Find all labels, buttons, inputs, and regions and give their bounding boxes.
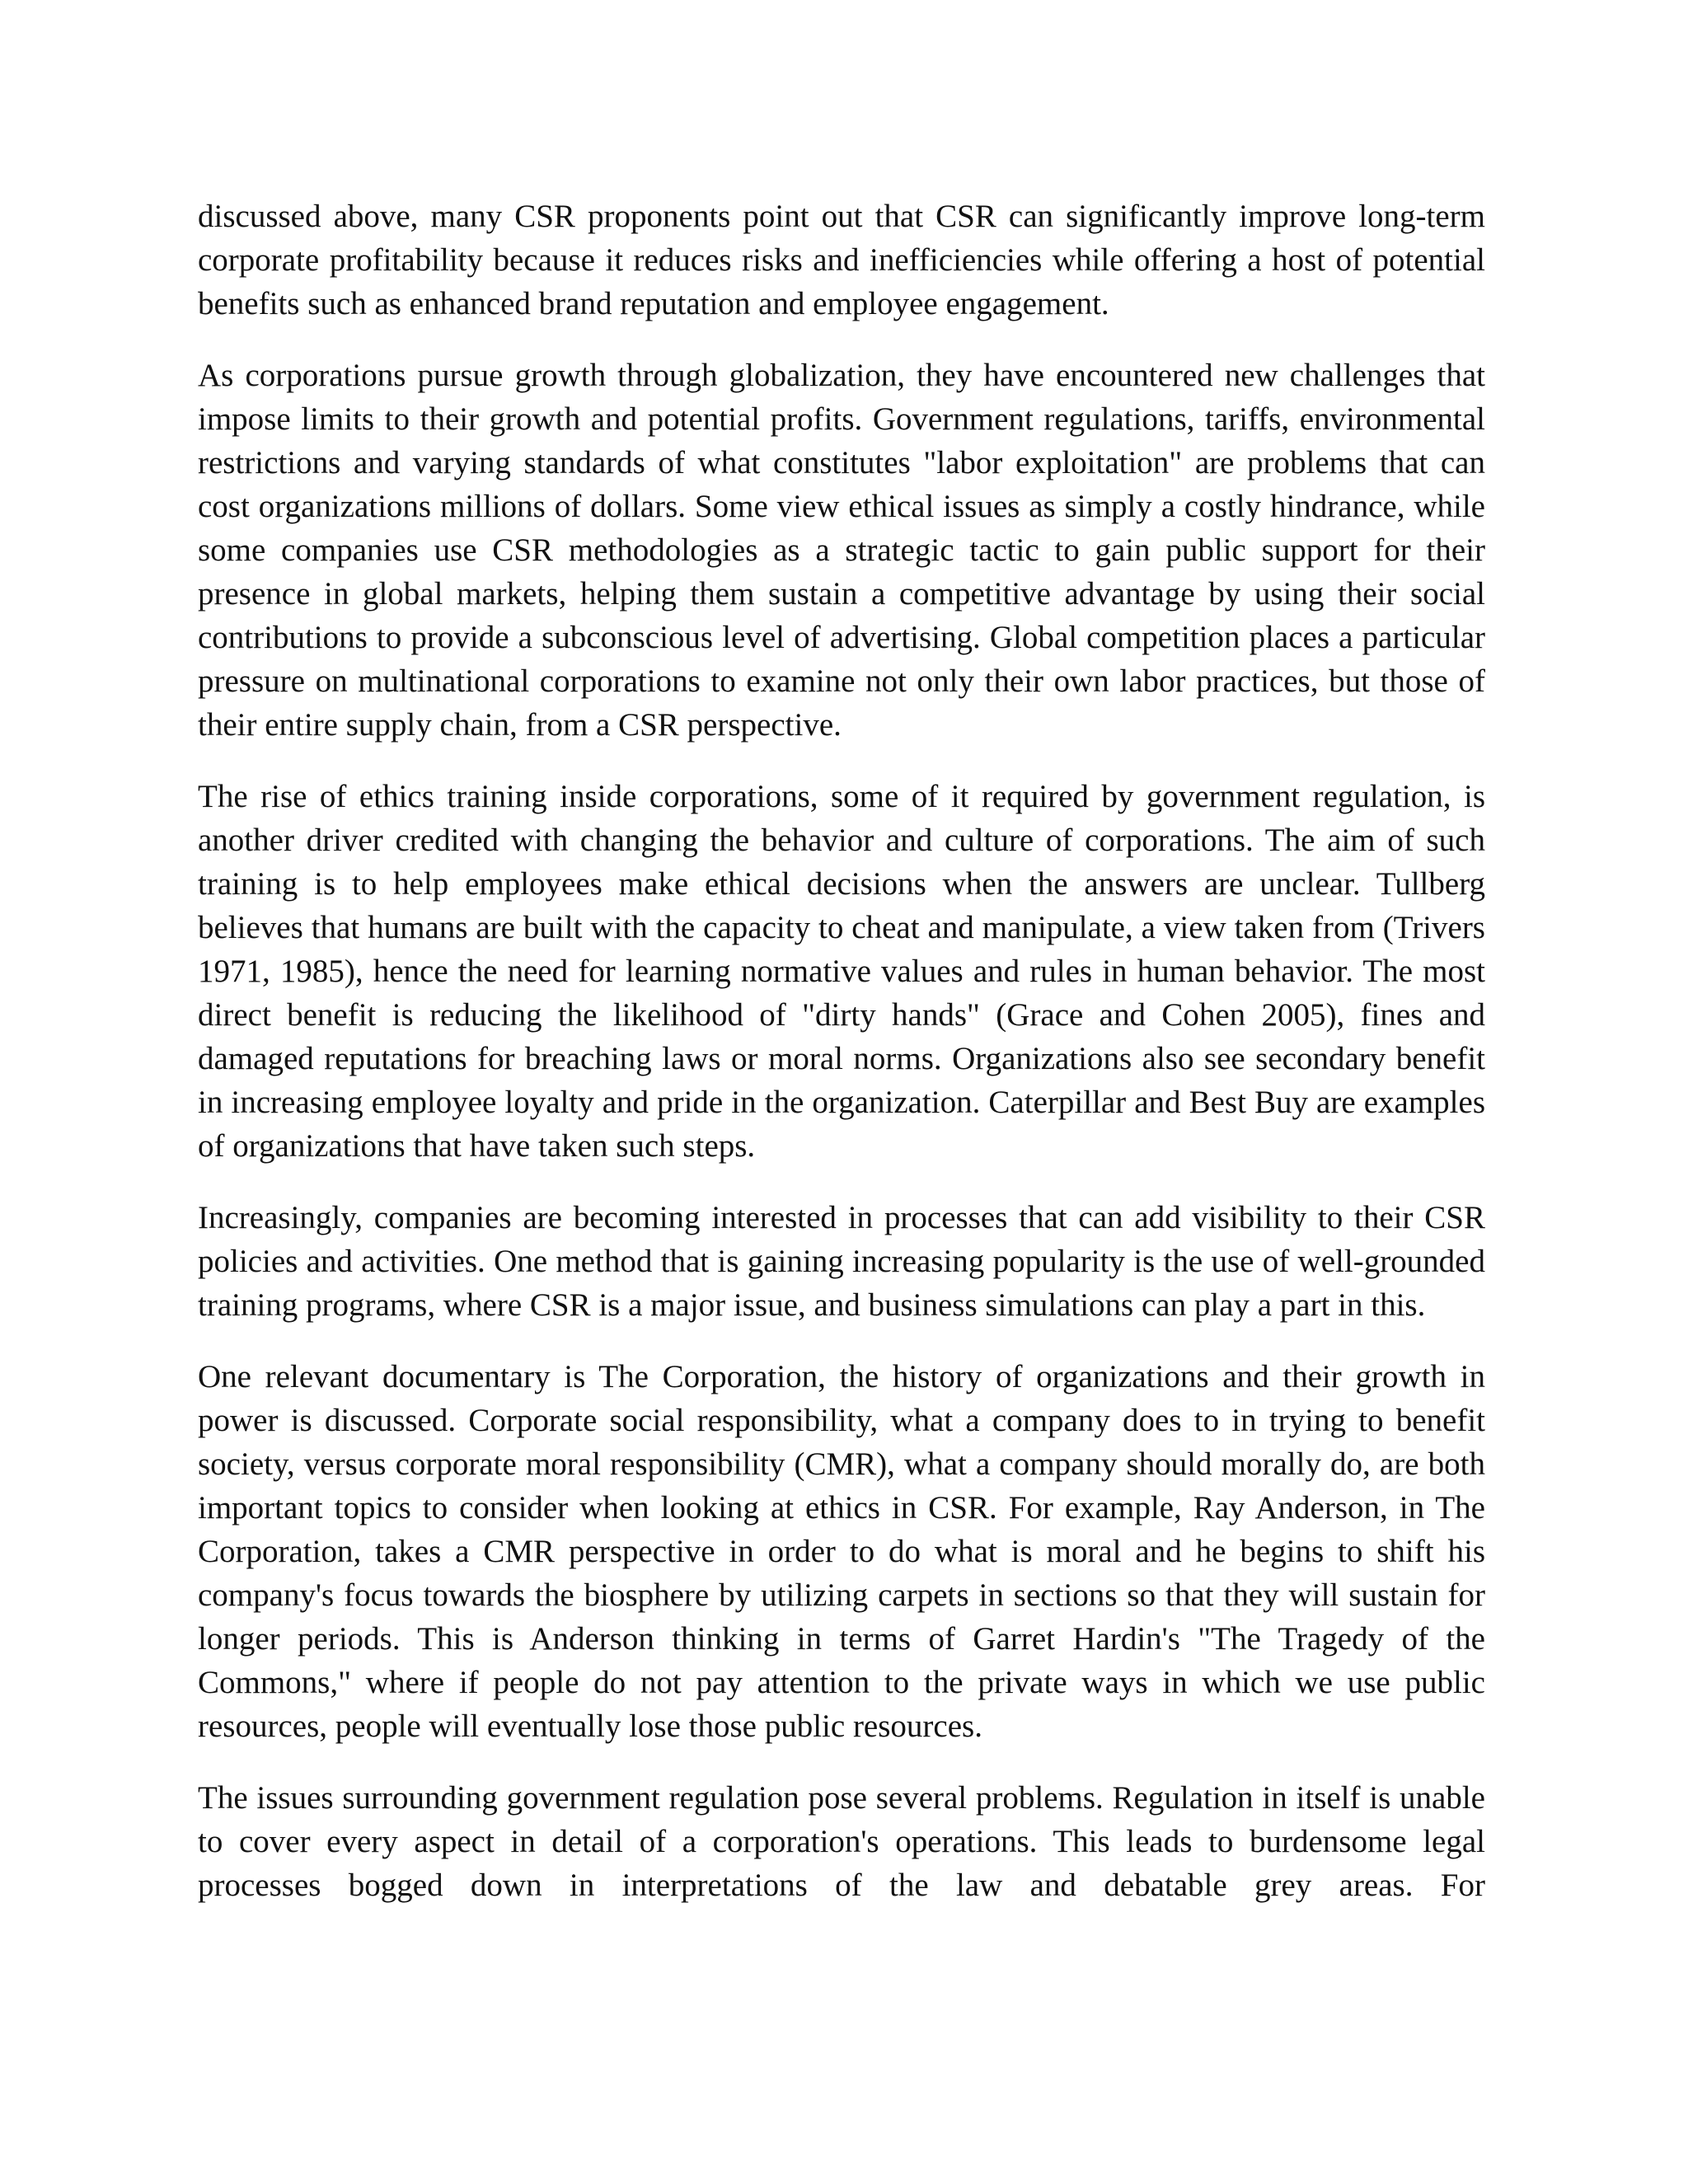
body-text — [198, 194, 1485, 1907]
paragraph-5: One relevant documentary is The Corporation, the history of organizations and their growth in power is discussed. Corporate social responsibility, what a company does to in trying to benefit society, versus corporate moral responsibility (CMR), what a company should morally do, are both important topics to consider when looking at ethics in CSR. For example, Ray Anderson, in The Corporation, takes a CMR perspective in order to do what is moral and he begins to shift his company's focus towards the biosphere by utilizing carpets in sections so that they will sustain for longer periods. This is Anderson thinking in terms of Garret Hardin's "The Tragedy of the Commons," where if people do not pay attention to the private ways in which we use public resources, people will eventually lose those public resources. — [198, 1359, 1485, 1744]
paragraph-2: As corporations pursue growth through globalization, they have encountered new challenges that impose limits to their growth and potential profits. Government regulations, tariffs, environmental restrictions and varying standards of what constitutes "labor exploitation" are problems that can cost organizations millions of dollars. Some view ethical issues as simply a costly hindrance, while some companies use CSR methodologies as a strategic tactic to gain public support for their presence in global markets, helping them sustain a competitive advantage by using their social contributions to provide a subconscious level of advertising. Global competition places a particular pressure on multinational corporations to examine not only their own labor practices, but those of their entire supply chain, from a CSR perspective. — [198, 358, 1485, 743]
paragraph-1: discussed above, many CSR proponents point out that CSR can significantly improve long-term corporate profitability because it reduces risks and inefficiencies while offering a host of potential benefits such as enhanced brand reputation and employee engagement. — [198, 199, 1485, 321]
paragraph-3: The rise of ethics training inside corporations, some of it required by government regulation, is another driver credited with changing the behavior and culture of corporations. The aim of such training is to help employees make ethical decisions when the answers are unclear. Tullberg believes that humans are built with the capacity to cheat and manipulate, a view taken from (Trivers 1971, 1985), hence the need for learning normative values and rules in human behavior. The most direct benefit is reducing the likelihood of "dirty hands" (Grace and Cohen 2005), fines and damaged reputations for breaching laws or moral norms. Organizations also see secondary benefit in increasing employee loyalty and pride in the organization. Caterpillar and Best Buy are examples of organizations that have taken such steps. — [198, 779, 1485, 1164]
paragraph-4: Increasingly, companies are becoming interested in processes that can add visibility to their CSR policies and activities. One method that is gaining increasing popularity is the use of well-grounded training programs, where CSR is a major issue, and business simulations can play a part in this. — [198, 1200, 1485, 1323]
paragraph-6: The issues surrounding government regulation pose several problems. Regulation in itself is unable to cover every aspect in detail of a corporation's operations. This leads to burdensome legal processes bogged down in interpretations of the law and debatable grey areas. For — [198, 1780, 1485, 1903]
